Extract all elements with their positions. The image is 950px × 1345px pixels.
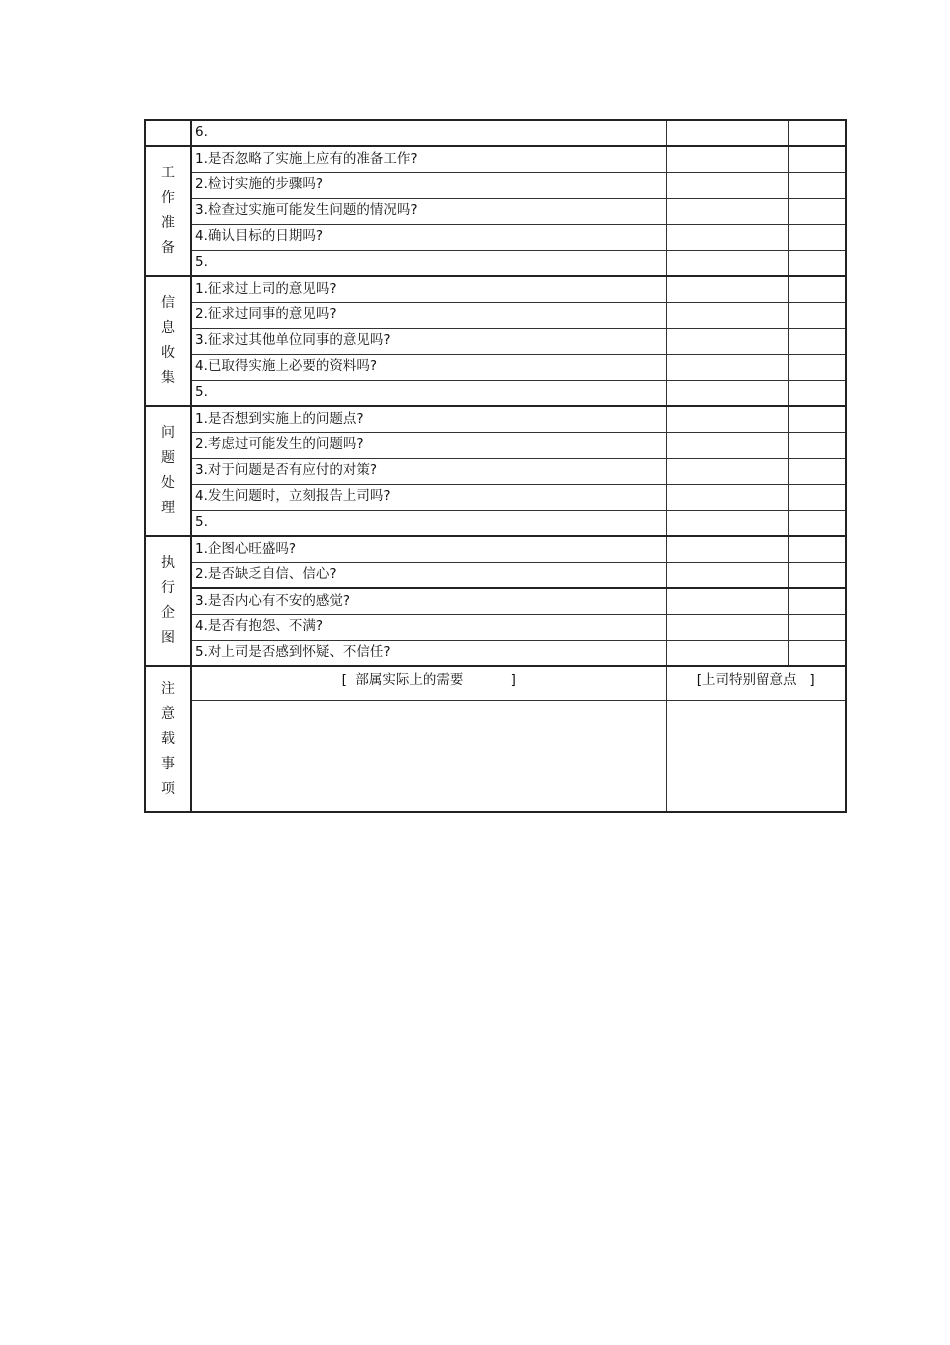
check-cell (666, 146, 788, 172)
notes-category-cell (145, 666, 191, 812)
score-cell (788, 562, 846, 588)
check-cell (666, 250, 788, 276)
table-row (145, 510, 846, 536)
table-row (145, 146, 846, 172)
table-row (145, 562, 846, 588)
question-cell: 2.考虑过可能发生的问题吗? (191, 432, 666, 458)
table-row (145, 640, 846, 666)
table-row (145, 198, 846, 224)
question-cell: 4.发生问题时，立刻报告上司吗? (191, 484, 666, 510)
question-cell: 2.是否缺乏自信、信心? (191, 562, 666, 588)
category-label: 工作准备 (161, 165, 175, 256)
check-cell (666, 510, 788, 536)
table-row (145, 224, 846, 250)
check-cell (666, 614, 788, 640)
check-cell (666, 380, 788, 406)
category-label-cell (145, 536, 191, 666)
score-cell (788, 432, 846, 458)
check-cell (666, 172, 788, 198)
table-row (145, 406, 846, 432)
score-cell (788, 406, 846, 432)
score-cell (788, 224, 846, 250)
check-cell (666, 120, 788, 146)
check-cell (666, 588, 788, 614)
question-cell: 5. (191, 380, 666, 406)
score-cell (788, 588, 846, 614)
question-cell: 1.是否想到实施上的问题点? (191, 406, 666, 432)
category-label-cell (145, 276, 191, 406)
check-cell (666, 276, 788, 302)
question-cell: 4.是否有抱怨、不满? (191, 614, 666, 640)
check-cell (666, 198, 788, 224)
check-cell (666, 406, 788, 432)
table-row (145, 432, 846, 458)
table-row (145, 250, 846, 276)
check-cell (666, 432, 788, 458)
check-cell (666, 354, 788, 380)
question-cell: 4.确认目标的日期吗? (191, 224, 666, 250)
table-row (145, 536, 846, 562)
question-cell: 6. (191, 120, 666, 146)
question-cell: 2.检讨实施的步骤吗? (191, 172, 666, 198)
category-label: 执行企图 (161, 555, 175, 646)
subordinate-needs-header (191, 666, 666, 700)
notes-header-row (145, 666, 846, 700)
score-cell (788, 198, 846, 224)
check-cell (666, 640, 788, 666)
check-cell (666, 224, 788, 250)
table-row (145, 302, 846, 328)
score-cell (788, 484, 846, 510)
table-row (145, 328, 846, 354)
score-cell (788, 172, 846, 198)
table-row (145, 614, 846, 640)
question-cell: 3.是否内心有不安的感觉? (191, 588, 666, 614)
score-cell (788, 510, 846, 536)
score-cell (788, 458, 846, 484)
score-cell (788, 640, 846, 666)
table-row (145, 120, 846, 146)
check-cell (666, 328, 788, 354)
score-cell (788, 354, 846, 380)
score-cell (788, 380, 846, 406)
category-label: 问题处理 (161, 425, 175, 516)
supervisor-attention-header (666, 666, 846, 700)
question-cell: 2.征求过同事的意见吗? (191, 302, 666, 328)
check-cell (666, 302, 788, 328)
supervisor-attention-label: [上司特别留意点 ] (696, 672, 815, 688)
question-cell: 1.是否忽略了实施上应有的准备工作? (191, 146, 666, 172)
notes-body-row (145, 700, 846, 812)
supervisor-attention-area (666, 700, 846, 812)
table-row (145, 484, 846, 510)
score-cell (788, 276, 846, 302)
notes-category-label: 注意载事项 (161, 681, 175, 797)
table-row (145, 588, 846, 614)
question-cell: 5. (191, 250, 666, 276)
question-cell: 3.对于问题是否有应付的对策? (191, 458, 666, 484)
score-cell (788, 302, 846, 328)
category-label-cell (145, 146, 191, 276)
question-cell: 4.已取得实施上必要的资料吗? (191, 354, 666, 380)
score-cell (788, 250, 846, 276)
score-cell (788, 146, 846, 172)
table-row (145, 354, 846, 380)
table-row (145, 458, 846, 484)
subordinate-needs-label: [ 部属实际上的需要 ] (341, 672, 516, 688)
question-cell: 1.企图心旺盛吗? (191, 536, 666, 562)
table-row (145, 380, 846, 406)
score-cell (788, 328, 846, 354)
table-row (145, 276, 846, 302)
category-cell-empty (145, 120, 191, 146)
table-row (145, 172, 846, 198)
check-cell (666, 562, 788, 588)
question-cell: 1.征求过上司的意见吗? (191, 276, 666, 302)
question-cell: 3.征求过其他单位同事的意见吗? (191, 328, 666, 354)
question-cell: 5. (191, 510, 666, 536)
check-cell (666, 484, 788, 510)
subordinate-needs-area (191, 700, 666, 812)
category-label-cell (145, 406, 191, 536)
question-cell: 3.检查过实施可能发生问题的情况吗? (191, 198, 666, 224)
score-cell (788, 614, 846, 640)
checklist-table (144, 119, 847, 813)
check-cell (666, 536, 788, 562)
question-cell: 5.对上司是否感到怀疑、不信任? (191, 640, 666, 666)
score-cell (788, 536, 846, 562)
check-cell (666, 458, 788, 484)
score-cell (788, 120, 846, 146)
category-label: 信息收集 (161, 295, 175, 386)
